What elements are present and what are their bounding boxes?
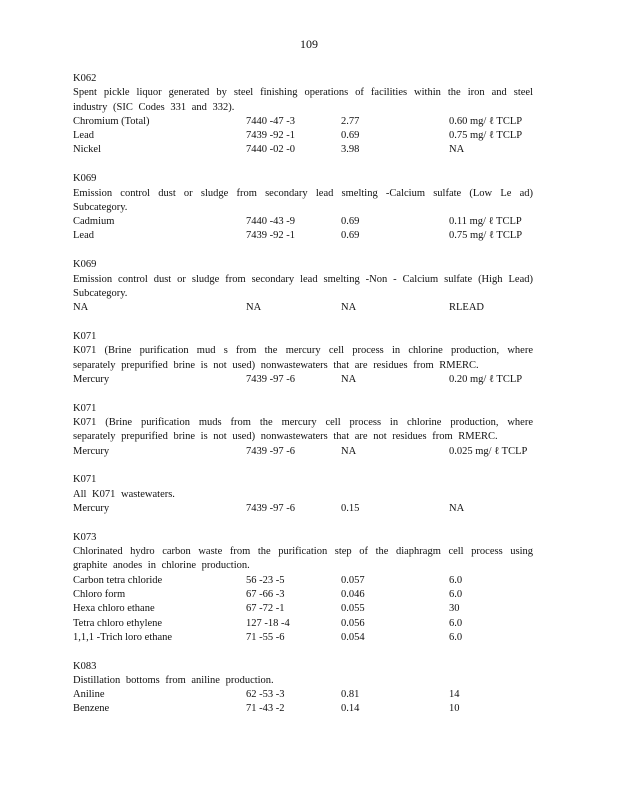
waste-section xyxy=(73,531,533,645)
cas-number: 7439 -97 -6 xyxy=(246,373,295,385)
waste-code: K083 xyxy=(73,660,97,672)
wastewater-standard: 0.15 xyxy=(341,502,360,514)
constituent-name: Lead xyxy=(73,230,94,242)
constituent-row xyxy=(73,574,533,588)
nonwastewater-standard: 0.75 mg/ ℓ TCLP xyxy=(449,230,523,242)
constituent-name: Cadmium xyxy=(73,216,115,228)
waste-section xyxy=(73,660,533,717)
nonwastewater-standard: NA xyxy=(449,502,465,514)
wastewater-standard: 0.054 xyxy=(341,631,365,643)
cas-number: NA xyxy=(246,302,262,314)
wastewater-standard: 0.057 xyxy=(341,574,365,586)
waste-section xyxy=(73,330,533,387)
waste-code-list xyxy=(73,72,533,731)
waste-section xyxy=(73,258,533,315)
waste-description: Emission control dust or sludge from secondary lead smelting -Non - Calcium sulfate (High Lead) Subcategory. xyxy=(73,273,533,299)
constituent-row xyxy=(73,445,533,459)
nonwastewater-standard: 0.75 mg/ ℓ TCLP xyxy=(449,130,523,142)
nonwastewater-standard: 6.0 xyxy=(449,574,463,586)
nonwastewater-standard: 0.11 mg/ ℓ TCLP xyxy=(449,216,522,228)
waste-description: Spent pickle liquor generated by steel finishing operations of facilities within the iron and steel industry (SIC Codes 331 and 332). xyxy=(73,87,533,113)
nonwastewater-standard: 14 xyxy=(449,689,460,701)
nonwastewater-standard: NA xyxy=(449,144,465,156)
constituent-row xyxy=(73,588,533,602)
waste-description: K071 (Brine purification mud s from the mercury cell process in chlorine production, where separately prepurified brine is not used) nonwastewaters that are residues from RMERC. xyxy=(73,345,533,371)
waste-code: K071 xyxy=(73,330,97,342)
constituent-name: Chromium (Total) xyxy=(73,115,150,127)
page-number: 109 xyxy=(300,37,318,51)
cas-number: 7440 -47 -3 xyxy=(246,115,295,127)
constituent-name: Nickel xyxy=(73,144,101,156)
wastewater-standard: 0.055 xyxy=(341,603,365,615)
waste-description: K071 (Brine purification muds from the mercury cell process in chlorine production, where separately prepurified brine is not used) nonwastewaters that are not residues from RMERC. xyxy=(73,416,533,443)
nonwastewater-standard: 6.0 xyxy=(449,631,463,643)
waste-code: K071 xyxy=(73,474,97,486)
constituent-row xyxy=(73,502,533,516)
constituent-row xyxy=(73,143,533,157)
constituent-name: NA xyxy=(73,302,89,314)
nonwastewater-standard: 0.20 mg/ ℓ TCLP xyxy=(449,373,523,385)
cas-number: 7439 -97 -6 xyxy=(246,502,295,514)
cas-number: 7439 -92 -1 xyxy=(246,130,295,142)
constituent-name: Lead xyxy=(73,130,94,142)
nonwastewater-standard: 30 xyxy=(449,603,460,615)
constituent-row xyxy=(73,373,533,387)
constituent-row xyxy=(73,215,533,229)
wastewater-standard: 0.69 xyxy=(341,216,360,228)
constituent-name: Tetra chloro ethylene xyxy=(73,617,163,629)
wastewater-standard: NA xyxy=(341,445,357,457)
wastewater-standard: NA xyxy=(341,302,357,314)
nonwastewater-standard: 6.0 xyxy=(449,617,463,629)
waste-code: K069 xyxy=(73,173,97,185)
constituent-row xyxy=(73,115,533,129)
cas-number: 7439 -92 -1 xyxy=(246,230,295,242)
cas-number: 67 -72 -1 xyxy=(246,603,285,615)
constituent-name: Benzene xyxy=(73,703,110,715)
wastewater-standard: 2.77 xyxy=(341,115,360,127)
cas-number: 67 -66 -3 xyxy=(246,588,285,600)
constituent-name: Aniline xyxy=(73,689,105,701)
constituent-row xyxy=(73,301,533,315)
waste-section xyxy=(73,402,533,459)
waste-description: Emission control dust or sludge from secondary lead smelting -Calcium sulfate (Low Le ad) Subcategory. xyxy=(73,187,533,213)
constituent-row xyxy=(73,688,533,702)
waste-code: K073 xyxy=(73,531,97,543)
wastewater-standard: 3.98 xyxy=(341,144,360,156)
waste-code: K071 xyxy=(73,402,97,414)
nonwastewater-standard: 6.0 xyxy=(449,588,463,600)
cas-number: 7440 -02 -0 xyxy=(246,144,295,156)
waste-description: Chlorinated hydro carbon waste from the purification step of the diaphragm cell process using graphite anodes in chlorine production. xyxy=(73,546,533,572)
cas-number: 56 -23 -5 xyxy=(246,574,285,586)
constituent-name: 1,1,1 -Trich loro ethane xyxy=(73,631,173,643)
constituent-row xyxy=(73,602,533,616)
waste-code: K062 xyxy=(73,73,97,84)
constituent-name: Mercury xyxy=(73,502,110,514)
waste-section xyxy=(73,172,533,243)
cas-number: 7440 -43 -9 xyxy=(246,216,295,228)
cas-number: 71 -43 -2 xyxy=(246,703,285,715)
wastewater-standard: 0.69 xyxy=(341,230,360,242)
waste-description: All K071 wastewaters. xyxy=(73,488,175,500)
constituent-name: Mercury xyxy=(73,445,110,457)
wastewater-standard: 0.046 xyxy=(341,588,365,600)
waste-description: Distillation bottoms from aniline production. xyxy=(73,674,274,686)
cas-number: 7439 -97 -6 xyxy=(246,445,295,457)
nonwastewater-standard: 0.025 mg/ ℓ TCLP xyxy=(449,445,528,457)
constituent-row xyxy=(73,129,533,143)
constituent-name: Mercury xyxy=(73,373,110,385)
constituent-name: Carbon tetra chloride xyxy=(73,574,163,586)
nonwastewater-standard: 0.60 mg/ ℓ TCLP xyxy=(449,115,523,127)
nonwastewater-standard: 10 xyxy=(449,703,460,715)
constituent-row xyxy=(73,229,533,243)
nonwastewater-standard: RLEAD xyxy=(449,302,484,314)
cas-number: 62 -53 -3 xyxy=(246,689,285,701)
wastewater-standard: 0.14 xyxy=(341,703,360,715)
waste-section xyxy=(73,473,533,516)
waste-code: K069 xyxy=(73,259,97,271)
waste-section xyxy=(73,72,533,158)
constituent-row xyxy=(73,617,533,631)
wastewater-standard: 0.81 xyxy=(341,689,360,701)
cas-number: 127 -18 -4 xyxy=(246,617,290,629)
constituent-name: Hexa chloro ethane xyxy=(73,603,155,615)
wastewater-standard: 0.056 xyxy=(341,617,365,629)
wastewater-standard: 0.69 xyxy=(341,130,360,142)
constituent-name: Chloro form xyxy=(73,588,126,600)
constituent-row xyxy=(73,631,533,645)
wastewater-standard: NA xyxy=(341,373,357,385)
constituent-row xyxy=(73,702,533,716)
cas-number: 71 -55 -6 xyxy=(246,631,285,643)
